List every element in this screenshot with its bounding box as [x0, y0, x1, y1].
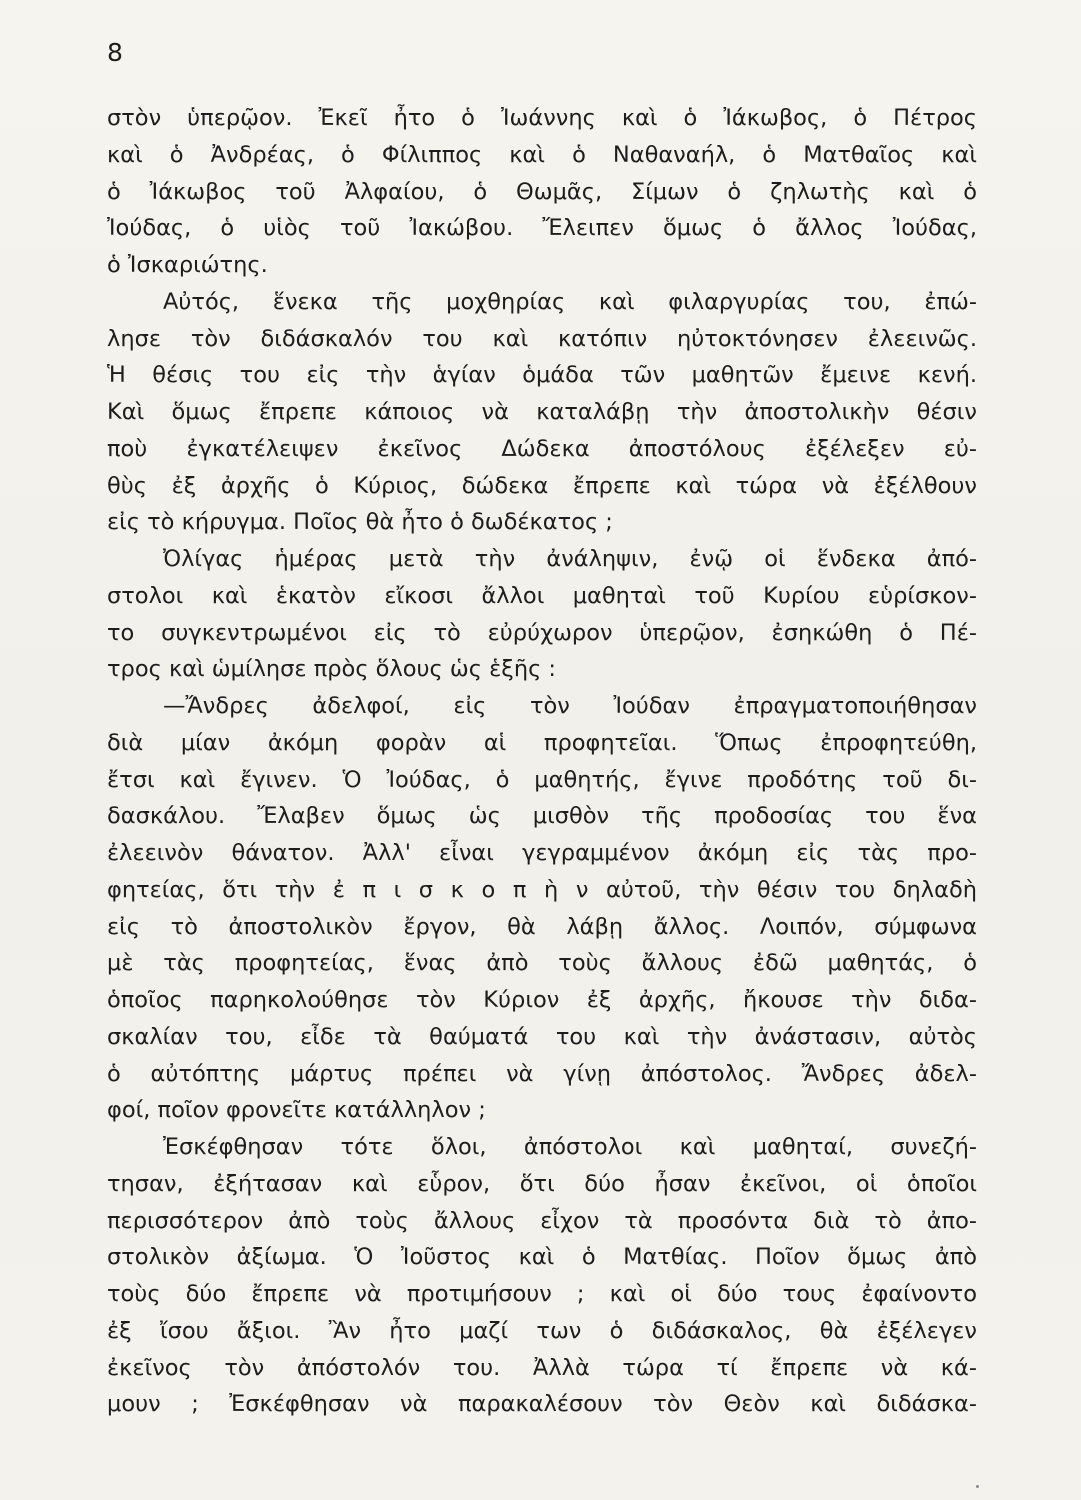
text-line: Ἐσκέφθησαν τότε ὅλοι, ἀπόστολοι καὶ μαθηταί, συνεζή-	[163, 1134, 977, 1160]
text-line: φητείας, ὅτι τὴν ἐ π ι σ κ ο π ὴ ν αὐτοῦ, τὴν θέσιν του δηλαδὴ	[107, 876, 977, 903]
text-line: Καὶ ὅμως ἔπρεπε κάποιος νὰ καταλάβῃ τὴν ἀποστολικὴν θέσιν	[107, 399, 977, 425]
text-line: μουν ; Ἐσκέφθησαν νὰ παρακαλέσουν τὸν Θεὸν καὶ διδάσκα-	[107, 1391, 977, 1418]
text-line: περισσότερον ἀπὸ τοὺς ἄλλους εἶχον τὰ προσόντα διὰ τὸ ἀπο-	[107, 1207, 977, 1234]
text-line: μὲ τὰς προφητείας, ἕνας ἀπὸ τοὺς ἄλλους ἐδῶ μαθητάς, ὁ	[107, 950, 977, 977]
text-line: ὁ Ἰάκωβος τοῦ Ἀλφαίου, ὁ Θωμᾶς, Σίμων ὁ ζηλωτὴς καὶ ὁ	[107, 178, 977, 205]
text-line: ἔτσι καὶ ἔγινεν. Ὁ Ἰούδας, ὁ μαθητής, ἔγινε προδότης τοῦ δι-	[107, 766, 977, 793]
text-line: το συγκεντρωμένοι εἰς τὸ εὐρύχωρον ὑπερῷον, ἐσηκώθη ὁ Πέ-	[107, 619, 977, 646]
text-line: στὸν ὑπερῷον. Ἐκεῖ ἦτο ὁ Ἰωάννης καὶ ὁ Ἰάκωβος, ὁ Πέτρος	[107, 105, 977, 131]
text-line: Ὀλίγας ἡμέρας μετὰ τὴν ἀνάληψιν, ἐνῷ οἱ ἕνδεκα ἀπό-	[163, 546, 977, 572]
text-line: εἰς τὸ ἀποστολικὸν ἔργον, θὰ λάβῃ ἄλλος. Λοιπόν, σύμφωνα	[107, 913, 977, 940]
text-line: ὁ Ἰσκαριώτης.	[107, 252, 268, 278]
text-line: ἐκεῖνος τὸν ἀπόστολόν του. Ἀλλὰ τώρα τί ἔπρεπε νὰ κά-	[107, 1354, 977, 1381]
text-line: εἰς τὸ κήρυγμα. Ποῖος θὰ ἦτο ὁ δωδέκατος ;	[107, 509, 613, 536]
text-line: τρος καὶ ὡμίλησε πρὸς ὅλους ὡς ἑξῆς :	[107, 656, 557, 683]
page-number: 8	[107, 38, 123, 67]
text-line: στολοι καὶ ἑκατὸν εἴκοσι ἄλλοι μαθηταὶ τοῦ Κυρίου εὑρίσκον-	[107, 582, 977, 609]
text-line: Ἰούδας, ὁ υἱὸς τοῦ Ἰακώβου. Ἔλειπεν ὅμως ὁ ἄλλος Ἰούδας,	[107, 215, 977, 242]
text-line: —Ἄνδρες ἀδελφοί, εἰς τὸν Ἰούδαν ἐπραγματοποιήθησαν	[163, 693, 977, 719]
text-line: σκαλίαν του, εἶδε τὰ θαύματά του καὶ τὴν ἀνάστασιν, αὐτὸς	[107, 1023, 977, 1050]
text-line: θὺς ἐξ ἀρχῆς ὁ Κύριος, δώδεκα ἔπρεπε καὶ τώρα νὰ ἐξέλθουν	[107, 472, 977, 499]
text-line: ὁ αὐτόπτης μάρτυς πρέπει νὰ γίνῃ ἀπόστολος. Ἄνδρες ἀδελ-	[107, 1060, 977, 1087]
text-line: ποὺ ἐγκατέλειψεν ἐκεῖνος Δώδεκα ἀποστόλους ἐξέλεξεν εὐ-	[107, 435, 977, 462]
text-line: φοί, ποῖον φρονεῖτε κατάλληλον ;	[107, 1097, 486, 1124]
text-line: καὶ ὁ Ἀνδρέας, ὁ Φίλιππος καὶ ὁ Ναθαναήλ, ὁ Ματθαῖος καὶ	[107, 141, 977, 168]
text-line: λησε τὸν διδάσκαλόν του καὶ κατόπιν ηὐτοκτόνησεν ἐλεεινῶς.	[107, 325, 977, 352]
text-line: τοὺς δύο ἔπρεπε νὰ προτιμήσουν ; καὶ οἱ δύο τους ἐφαίνοντο	[107, 1281, 977, 1307]
text-line: ὁποῖος παρηκολούθησε τὸν Κύριον ἐξ ἀρχῆς, ἤκουσε τὴν διδα-	[107, 987, 977, 1013]
text-line: ἐλεεινὸν θάνατον. Ἀλλ' εἶναι γεγραμμένον ἀκόμη εἰς τὰς προ-	[107, 840, 977, 866]
text-line: δασκάλου. Ἔλαβεν ὅμως ὡς μισθὸν τῆς προδοσίας του ἕνα	[107, 803, 977, 830]
text-line: τησαν, ἐξήτασαν καὶ εὗρον, ὅτι δύο ἦσαν ἐκεῖνοι, οἱ ὁποῖοι	[107, 1170, 977, 1197]
text-line: Αὐτός, ἕνεκα τῆς μοχθηρίας καὶ φιλαργυρίας του, ἐπώ-	[163, 288, 977, 315]
print-speck	[976, 1485, 979, 1488]
text-line: ἐξ ἴσου ἄξιοι. Ἂν ἦτο μαζί των ὁ διδάσκαλος, θὰ ἐξέλεγεν	[107, 1317, 977, 1344]
text-line: στολικὸν ἀξίωμα. Ὁ Ἰοῦστος καὶ ὁ Ματθίας. Ποῖον ὅμως ἀπὸ	[107, 1244, 977, 1271]
text-line: διὰ μίαν ἀκόμη φορὰν αἱ προφητεῖαι. Ὅπως ἐπροφητεύθη,	[107, 729, 977, 756]
text-line: Ἡ θέσις του εἰς τὴν ἁγίαν ὁμάδα τῶν μαθητῶν ἔμεινε κενή.	[107, 362, 977, 389]
body-text	[107, 100, 977, 1423]
